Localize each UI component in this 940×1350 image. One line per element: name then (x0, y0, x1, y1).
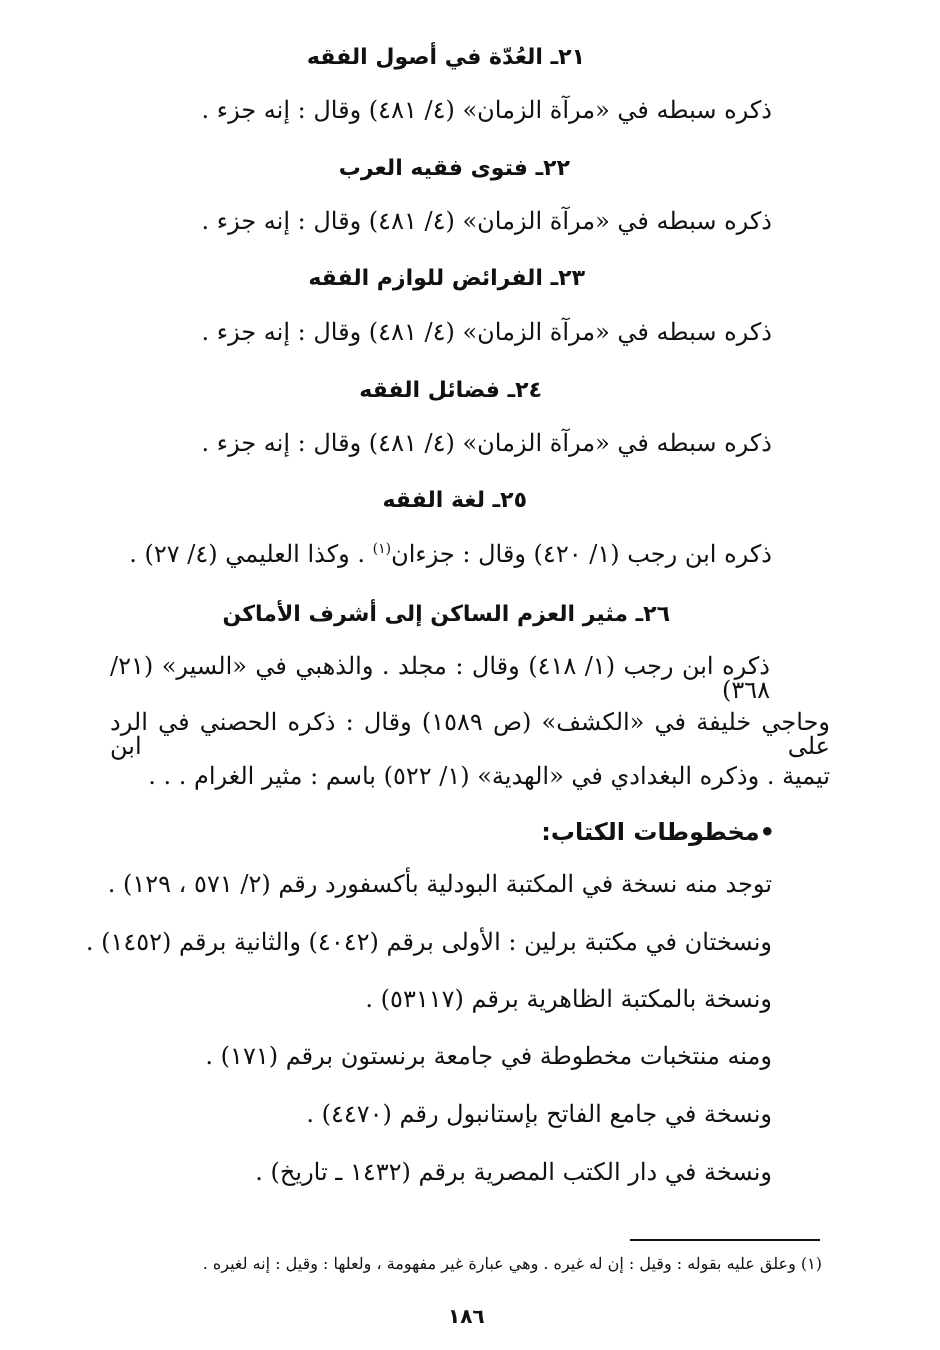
footnote-text: (١) وعلق عليه بقوله : وقيل : إن له غيره . وهي عبارة غير مفهومة ، ولعلها : وقيل : إنه لغيره . (202, 1254, 822, 1273)
entry-25-text-before: ذكره ابن رجب (١/ ٤٢٠) وقال : جزءان (391, 540, 772, 568)
entry-26-line-2: وحاجي خليفة في «الكشف» (ص ١٥٨٩) وقال : ذكره الحصني في الرد على ابن (110, 708, 830, 760)
page-number: ١٨٦ (448, 1304, 485, 1328)
entry-26-line-1: ذكره ابن رجب (١/ ٤١٨) وقال : مجلد . والذهبي في «السير» (٢١/ ٣٦٨) (110, 652, 770, 704)
entry-24-text: ذكره سبطه في «مرآة الزمان» (٤/ ٤٨١) وقال : إنه جزء . (201, 429, 772, 457)
entry-25-text (129, 542, 772, 566)
manuscript-item: ونسختان في مكتبة برلين : الأولى برقم (٤٠٤٢) والثانية برقم (١٤٥٢) . (85, 928, 772, 956)
manuscript-item: توجد منه نسخة في المكتبة البودلية بأكسفورد رقم (٢/ ٥٧١ ، ١٢٩) . (107, 870, 772, 898)
manuscripts-heading: •مخطوطات الكتاب: (541, 818, 775, 846)
entry-22-text: ذكره سبطه في «مرآة الزمان» (٤/ ٤٨١) وقال : إنه جزء . (201, 207, 772, 235)
entry-25-text-after: . وكذا العليمي (٤/ ٢٧) . (129, 540, 365, 568)
manuscript-item: ونسخة بالمكتبة الظاهرية برقم (٥٣١١٧) . (365, 985, 772, 1013)
manuscript-item: ونسخة في دار الكتب المصرية برقم (١٤٣٢ ـ تاريخ) . (255, 1158, 772, 1186)
entry-22-title: ٢٢ـ فتوى فقيه العرب (338, 156, 570, 181)
footnote-ref: (١) (372, 541, 392, 557)
entry-21-title: ٢١ـ العُدّة في أصول الفقه (306, 45, 585, 70)
entry-25-title: ٢٥ـ لغة الفقه (382, 488, 527, 513)
entry-26-title: ٢٦ـ مثير العزم الساكن إلى أشرف الأماكن (222, 602, 670, 627)
manuscript-item: ومنه منتخبات مخطوطة في جامعة برنستون برقم (١٧١) . (205, 1042, 772, 1070)
entry-26-line-3: تيمية . وذكره البغدادي في «الهدية» (١/ ٥٢٢) باسم : مثير الغرام . . . (148, 762, 830, 790)
manuscript-item: ونسخة في جامع الفاتح بإستانبول رقم (٤٤٧٠) . (306, 1100, 772, 1128)
entry-23-title: ٢٣ـ الفرائض للوازم الفقه (308, 266, 585, 291)
entry-21-text: ذكره سبطه في «مرآة الزمان» (٤/ ٤٨١) وقال : إنه جزء . (201, 96, 772, 124)
footnote-divider (630, 1239, 820, 1241)
entry-24-title: ٢٤ـ فضائل الفقه (359, 378, 542, 403)
entry-23-text: ذكره سبطه في «مرآة الزمان» (٤/ ٤٨١) وقال : إنه جزء . (201, 318, 772, 346)
